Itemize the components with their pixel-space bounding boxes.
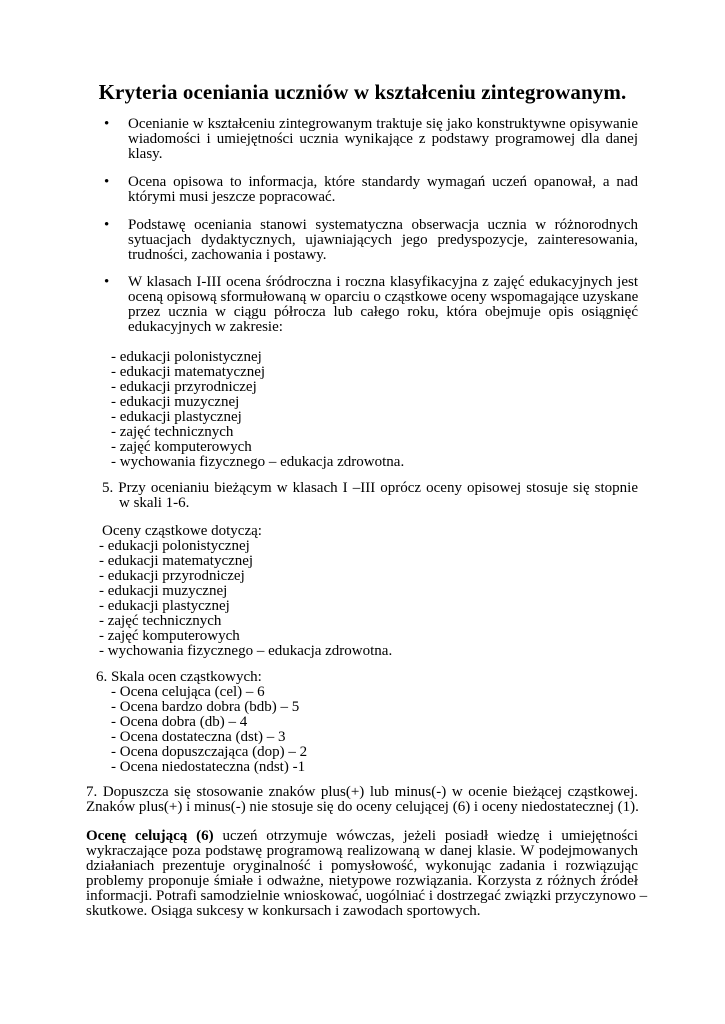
bullet-icon: •	[104, 274, 110, 290]
list-item: - edukacji muzycznej	[99, 583, 228, 599]
bullet-text	[128, 218, 638, 263]
partial-areas-list	[99, 539, 392, 659]
text-line: Podstawę oceniania stanowi systematyczna obserwacja ucznia w różnorodnych	[128, 217, 638, 233]
excellent-grade-paragraph	[86, 828, 648, 919]
grade-item: - Ocena dostateczna (dst) – 3	[111, 729, 286, 745]
grade-item: - Ocena dobra (db) – 4	[111, 714, 248, 730]
text-line: informacji. Potrafi samodzielnie wnioskować, uogólniać i dostrzegać związki przyczynowo –	[86, 888, 648, 904]
bullet-text	[128, 117, 638, 162]
text-line: sytuacjach dydaktycznych, ujawniających jego predyspozycje, zainteresowania,	[128, 232, 638, 248]
text-line	[86, 829, 638, 844]
text-line: Znaków plus(+) i minus(-) nie stosuje się do oceny celującej (6) i oceny niedostatecznej (1).	[86, 799, 639, 815]
text-line: przez ucznia w ciągu półrocza lub całego roku, która obejmuje opis osiągnięć	[128, 304, 638, 320]
list-item: - edukacji muzycznej	[111, 394, 240, 410]
partial-grades-heading: Oceny cząstkowe dotyczą:	[102, 523, 262, 539]
grade-item: - Ocena dopuszczająca (dop) – 2	[111, 744, 308, 760]
list-item: - zajęć technicznych	[111, 424, 234, 440]
text-line: Ocenianie w kształceniu zintegrowanym traktuje się jako konstruktywne opisywanie	[128, 116, 638, 132]
list-item: - edukacji matematycznej	[111, 364, 266, 380]
bullet-icon: •	[104, 174, 110, 190]
list-item: - edukacji przyrodniczej	[111, 379, 257, 395]
point-5	[102, 481, 638, 511]
text-line: wykraczające poza podstawę programową realizowaną w danej klasie. W podejmowanych	[86, 843, 638, 859]
list-item: - zajęć komputerowych	[99, 628, 240, 644]
bullet-icon: •	[104, 217, 110, 233]
list-item: - edukacji polonistycznej	[111, 349, 262, 365]
list-item: - edukacji plastycznej	[99, 598, 230, 614]
list-item: - edukacji polonistycznej	[99, 538, 250, 554]
excellent-grade-intro: uczeń otrzymuje wówczas, jeżeli posiadł wiedzę i umiejętności	[213, 828, 638, 844]
list-item: - edukacji plastycznej	[111, 409, 242, 425]
bullet-icon: •	[104, 116, 110, 132]
bullet-text	[128, 275, 638, 335]
text-line: edukacyjnych w zakresie:	[128, 319, 283, 335]
grade-item: - Ocena niedostateczna (ndst) -1	[111, 759, 306, 775]
list-item: - zajęć technicznych	[99, 613, 222, 629]
page-title: Kryteria oceniania uczniów w kształceniu zintegrowanym.	[98, 80, 627, 104]
text-line: skutkowe. Osiąga sukcesy w konkursach i zawodach sportowych.	[86, 903, 481, 919]
text-line: działaniach prezentuje oryginalność i pomysłowość, wykonując zadania i rozwiązując	[86, 858, 638, 874]
point-7	[86, 785, 638, 815]
list-item: - wychowania fizycznego – edukacja zdrowotna.	[99, 643, 393, 659]
text-line: oceną opisową sformułowaną w oparciu o cząstkowe oceny wspomagające uzyskane	[128, 289, 639, 305]
text-line: 7. Dopuszcza się stosowanie znaków plus(+) lub minus(-) w ocenie bieżącej cząstkowej.	[86, 784, 638, 800]
grade-scale-list	[111, 685, 307, 775]
list-item: - edukacji przyrodniczej	[99, 568, 245, 584]
excellent-grade-label: Ocenę celującą (6)	[86, 828, 214, 844]
text-line: 5. Przy ocenianiu bieżącym w klasach I –III oprócz oceny opisowej stosuje się stopnie	[102, 480, 638, 496]
list-item: - zajęć komputerowych	[111, 439, 252, 455]
grade-item: - Ocena celująca (cel) – 6	[111, 684, 265, 700]
bullet-text	[128, 175, 638, 205]
education-areas-list	[111, 350, 404, 470]
grade-scale-heading: 6. Skala ocen cząstkowych:	[96, 669, 262, 685]
list-item: - edukacji matematycznej	[99, 553, 254, 569]
text-line: trudności, zachowania i postawy.	[128, 247, 327, 263]
grade-item: - Ocena bardzo dobra (bdb) – 5	[111, 699, 300, 715]
text-line: w skali 1-6.	[119, 495, 190, 511]
text-line: Ocena opisowa to informacja, które standardy wymagań uczeń opanował, a nad	[128, 174, 638, 190]
text-line: problemy proponuje śmiałe i odważne, nietypowe rozwiązania. Korzysta z różnych źródeł	[86, 873, 638, 889]
text-line: W klasach I-III ocena śródroczna i roczna klasyfikacyjna z zajęć edukacyjnych jest	[128, 274, 638, 290]
text-line: klasy.	[128, 146, 163, 162]
list-item: - wychowania fizycznego – edukacja zdrowotna.	[111, 454, 405, 470]
text-line: którymi musi jeszcze popracować.	[128, 189, 336, 205]
text-line: wiadomości i umiejętności ucznia wynikające z podstawy programowej dla danej	[128, 131, 638, 147]
